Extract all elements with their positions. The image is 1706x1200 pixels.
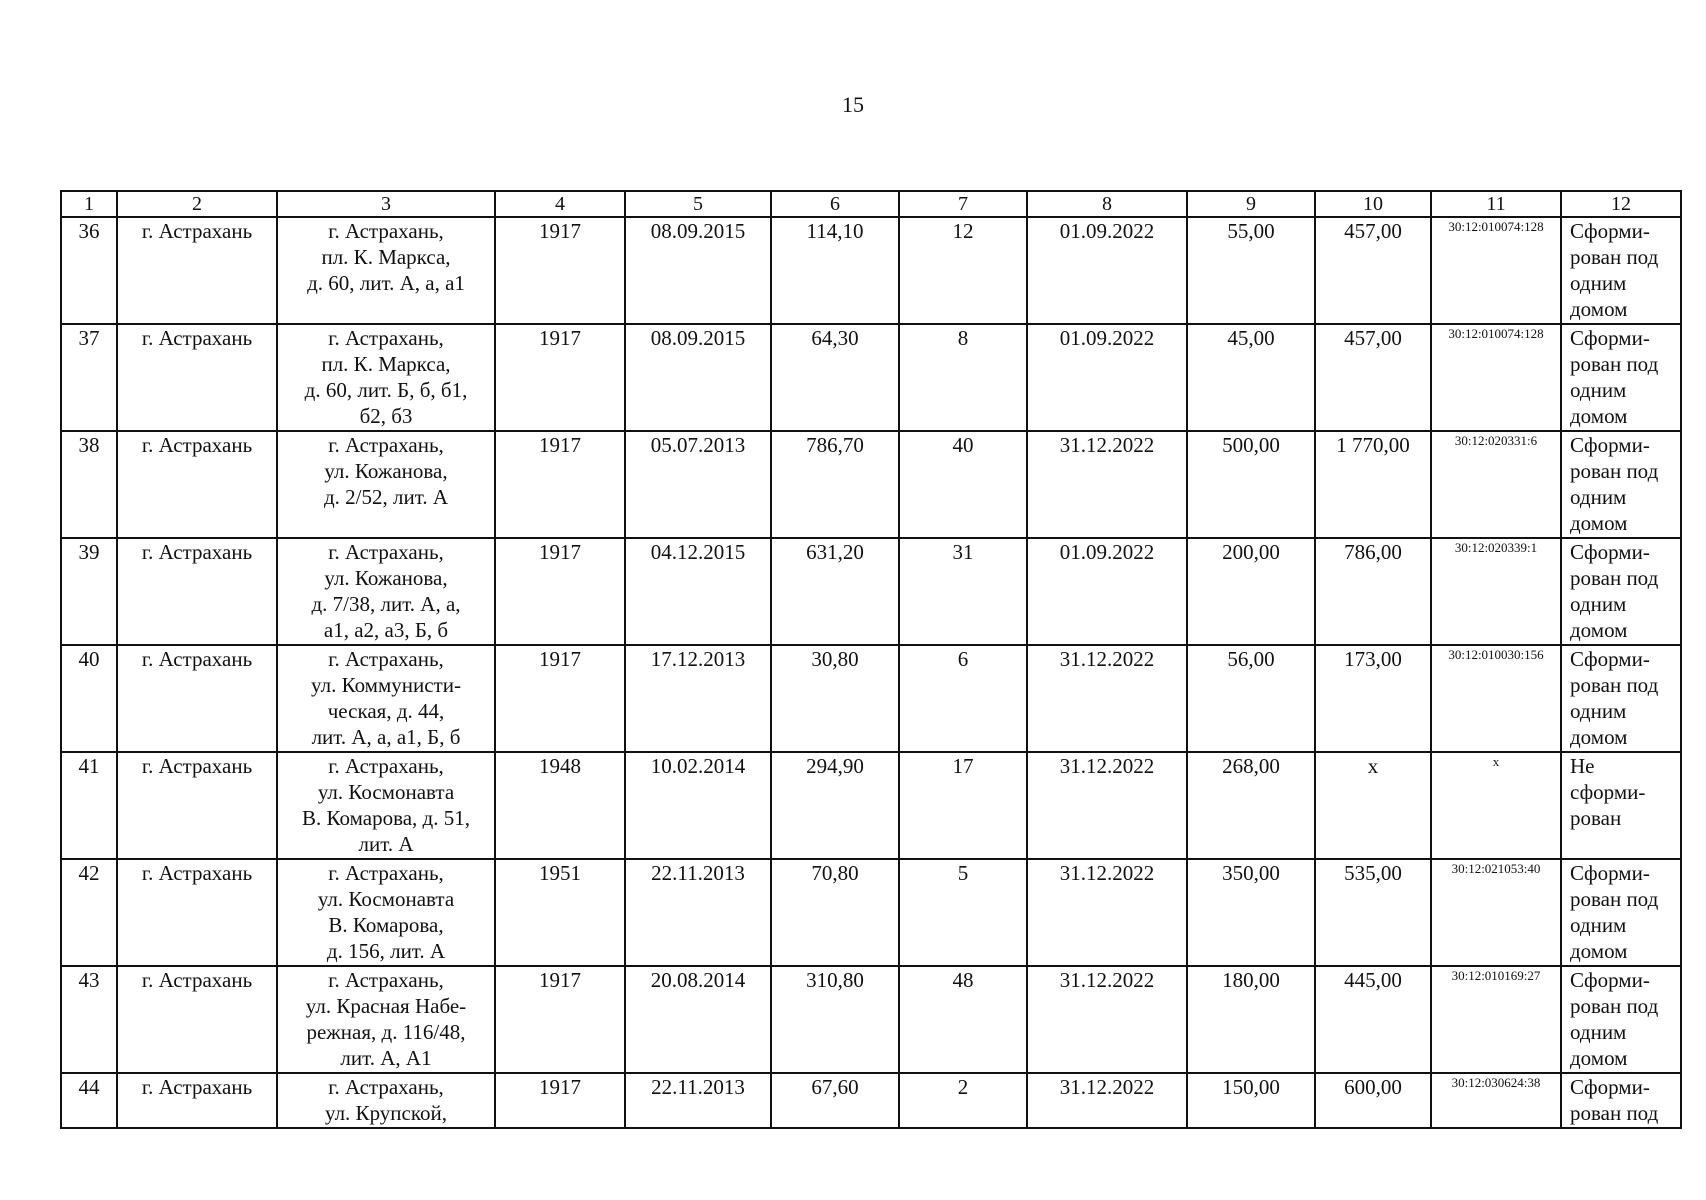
recognition-date-cell: 08.09.2015 [625,217,771,324]
address-line: д. 156, лит. А [326,939,446,963]
build-year-cell: 1951 [495,859,625,966]
city-cell: г. Астрахань [117,966,277,1073]
land-area-cell: 500,00 [1187,431,1315,538]
row-number-cell: 40 [61,645,117,752]
row-number-cell: 39 [61,538,117,645]
area-cell: 631,20 [771,538,899,645]
residents-count-cell: 12 [899,217,1027,324]
land-area-cell: 56,00 [1187,645,1315,752]
column-header: 12 [1561,191,1681,217]
column-header: 8 [1027,191,1187,217]
recognition-date-cell: 22.11.2013 [625,1073,771,1128]
plot-area-cell: 786,00 [1315,538,1431,645]
status-cell [1561,538,1681,645]
table-row [61,859,1681,966]
status-line: одним [1570,1020,1627,1044]
deadline-date-cell: 31.12.2022 [1027,859,1187,966]
status-cell [1561,859,1681,966]
deadline-date-cell: 01.09.2022 [1027,538,1187,645]
status-line: Не [1570,754,1595,778]
status-line: рован под [1570,673,1659,697]
address-line: ческая, д. 44, [327,699,445,723]
build-year-cell: 1917 [495,538,625,645]
address-line: ул. Космонавта [317,780,455,804]
status-cell [1561,324,1681,431]
recognition-date-cell: 05.07.2013 [625,431,771,538]
status-line: рован под [1570,459,1659,483]
address-line: г. Астрахань, [328,968,444,992]
build-year-cell: 1948 [495,752,625,859]
table-row [61,431,1681,538]
recognition-date-cell: 10.02.2014 [625,752,771,859]
recognition-date-cell: 08.09.2015 [625,324,771,431]
deadline-date-cell: 01.09.2022 [1027,217,1187,324]
status-line: одним [1570,378,1627,402]
address-line: г. Астрахань, [328,540,444,564]
status-line: домом [1570,618,1628,642]
status-line: домом [1570,404,1628,428]
recognition-date-cell: 22.11.2013 [625,859,771,966]
recognition-date-cell: 04.12.2015 [625,538,771,645]
row-number-cell: 36 [61,217,117,324]
column-header: 1 [61,191,117,217]
status-line: рован под [1570,887,1659,911]
status-cell [1561,645,1681,752]
table-row [61,645,1681,752]
address-line: ул. Космонавта [317,887,455,911]
cadastral-number-cell: 30:12:010169:27 [1431,966,1561,1073]
address-line: ул. Кожанова, [324,566,448,590]
address-line: ул. Красная Набе- [305,994,467,1018]
status-cell [1561,1073,1681,1128]
status-line: Сформи- [1570,540,1650,564]
status-line: сформи- [1570,780,1646,804]
column-number-header-row [61,191,1681,217]
deadline-date-cell: 31.12.2022 [1027,431,1187,538]
plot-area-cell: 457,00 [1315,217,1431,324]
row-number-cell: 43 [61,966,117,1073]
status-line: одним [1570,913,1627,937]
status-line: рован под [1570,1101,1659,1125]
status-line: Сформи- [1570,1075,1650,1099]
column-header: 10 [1315,191,1431,217]
residents-count-cell: 5 [899,859,1027,966]
table-row [61,1073,1681,1128]
status-line: домом [1570,725,1628,749]
address-line: д. 60, лит. А, а, а1 [307,271,465,295]
address-line: лит. А [358,832,414,856]
address-cell [277,324,495,431]
status-line: Сформи- [1570,219,1650,243]
residents-count-cell: 2 [899,1073,1027,1128]
address-line: лит. А, А1 [340,1046,432,1070]
status-line: домом [1570,1046,1628,1070]
cadastral-number-cell: 30:12:010074:128 [1431,324,1561,431]
address-line: В. Комарова, [328,913,444,937]
city-cell: г. Астрахань [117,431,277,538]
plot-area-cell: 600,00 [1315,1073,1431,1128]
address-line: г. Астрахань, [328,754,444,778]
address-line: г. Астрахань, [328,433,444,457]
column-header: 9 [1187,191,1315,217]
residents-count-cell: 48 [899,966,1027,1073]
address-line: г. Астрахань, [328,326,444,350]
column-header: 6 [771,191,899,217]
address-line: г. Астрахань, [328,861,444,885]
city-cell: г. Астрахань [117,324,277,431]
city-cell: г. Астрахань [117,217,277,324]
address-line: лит. А, а, а1, Б, б [311,725,461,749]
deadline-date-cell: 31.12.2022 [1027,1073,1187,1128]
area-cell: 310,80 [771,966,899,1073]
residents-count-cell: 6 [899,645,1027,752]
residents-count-cell: 17 [899,752,1027,859]
status-cell [1561,217,1681,324]
land-area-cell: 55,00 [1187,217,1315,324]
status-line: рован [1570,806,1622,830]
residents-count-cell: 31 [899,538,1027,645]
table-row [61,217,1681,324]
status-line: Сформи- [1570,861,1650,885]
plot-area-cell: 445,00 [1315,966,1431,1073]
address-line: г. Астрахань, [328,219,444,243]
address-line: а1, а2, а3, Б, б [323,618,449,642]
area-cell: 786,70 [771,431,899,538]
address-line: д. 2/52, лит. А [323,485,448,509]
deadline-date-cell: 31.12.2022 [1027,966,1187,1073]
area-cell: 64,30 [771,324,899,431]
cadastral-number-cell: 30:12:030624:38 [1431,1073,1561,1128]
status-line: рован под [1570,994,1659,1018]
plot-area-cell: 1 770,00 [1315,431,1431,538]
row-number-cell: 44 [61,1073,117,1128]
cadastral-number-cell: 30:12:021053:40 [1431,859,1561,966]
area-cell: 30,80 [771,645,899,752]
column-header: 5 [625,191,771,217]
plot-area-cell: 535,00 [1315,859,1431,966]
status-line: домом [1570,511,1628,535]
address-line: ул. Крупской, [325,1101,447,1125]
status-line: одним [1570,485,1627,509]
status-line: Сформи- [1570,647,1650,671]
row-number-cell: 42 [61,859,117,966]
cadastral-number-cell: 30:12:020331:6 [1431,431,1561,538]
status-cell [1561,752,1681,859]
status-line: Сформи- [1570,433,1650,457]
area-cell: 294,90 [771,752,899,859]
build-year-cell: 1917 [495,645,625,752]
address-line: д. 60, лит. Б, б, б1, [304,378,468,402]
status-line: одним [1570,592,1627,616]
residents-count-cell: 40 [899,431,1027,538]
column-header: 11 [1431,191,1561,217]
row-number-cell: 37 [61,324,117,431]
address-cell [277,431,495,538]
address-cell [277,859,495,966]
land-area-cell: 350,00 [1187,859,1315,966]
address-line: режная, д. 116/48, [306,1020,466,1044]
status-line: домом [1570,939,1628,963]
row-number-cell: 41 [61,752,117,859]
address-line: г. Астрахань, [328,1075,444,1099]
address-line: ул. Коммунисти- [311,673,461,697]
table-row [61,538,1681,645]
column-header: 7 [899,191,1027,217]
city-cell: г. Астрахань [117,538,277,645]
plot-area-cell: 457,00 [1315,324,1431,431]
row-number-cell: 38 [61,431,117,538]
status-line: домом [1570,297,1628,321]
cadastral-number-cell: 30:12:010074:128 [1431,217,1561,324]
table-row [61,966,1681,1073]
recognition-date-cell: 20.08.2014 [625,966,771,1073]
residents-count-cell: 8 [899,324,1027,431]
area-cell: 67,60 [771,1073,899,1128]
land-area-cell: 268,00 [1187,752,1315,859]
address-line: В. Комарова, д. 51, [302,806,470,830]
status-line: Сформи- [1570,968,1650,992]
plot-area-cell: х [1315,752,1431,859]
address-line: ул. Кожанова, [324,459,448,483]
plot-area-cell: 173,00 [1315,645,1431,752]
address-cell [277,966,495,1073]
deadline-date-cell: 01.09.2022 [1027,324,1187,431]
city-cell: г. Астрахань [117,859,277,966]
address-cell [277,645,495,752]
cadastral-number-cell: 30:12:010030:156 [1431,645,1561,752]
page-number: 15 [842,92,864,117]
column-header: 4 [495,191,625,217]
address-cell [277,538,495,645]
deadline-date-cell: 31.12.2022 [1027,752,1187,859]
address-line: б2, б3 [359,404,413,428]
build-year-cell: 1917 [495,966,625,1073]
status-cell [1561,431,1681,538]
land-area-cell: 150,00 [1187,1073,1315,1128]
column-header: 3 [277,191,495,217]
address-line: г. Астрахань, [328,647,444,671]
recognition-date-cell: 17.12.2013 [625,645,771,752]
city-cell: г. Астрахань [117,1073,277,1128]
build-year-cell: 1917 [495,217,625,324]
land-area-cell: 180,00 [1187,966,1315,1073]
address-line: пл. К. Маркса, [321,245,451,269]
address-cell [277,217,495,324]
status-line: рован под [1570,566,1659,590]
status-cell [1561,966,1681,1073]
cadastral-number-cell: х [1431,752,1561,859]
build-year-cell: 1917 [495,1073,625,1128]
address-cell [277,752,495,859]
build-year-cell: 1917 [495,431,625,538]
land-area-cell: 45,00 [1187,324,1315,431]
column-header: 2 [117,191,277,217]
table-row [61,324,1681,431]
city-cell: г. Астрахань [117,645,277,752]
area-cell: 70,80 [771,859,899,966]
city-cell: г. Астрахань [117,752,277,859]
address-cell [277,1073,495,1128]
build-year-cell: 1917 [495,324,625,431]
status-line: одним [1570,271,1627,295]
cadastral-number-cell: 30:12:020339:1 [1431,538,1561,645]
status-line: одним [1570,699,1627,723]
table-row [61,752,1681,859]
land-area-cell: 200,00 [1187,538,1315,645]
housing-registry-table [60,190,1682,1129]
area-cell: 114,10 [771,217,899,324]
status-line: рован под [1570,245,1659,269]
deadline-date-cell: 31.12.2022 [1027,645,1187,752]
address-line: пл. К. Маркса, [321,352,451,376]
address-line: д. 7/38, лит. А, а, [311,592,461,616]
status-line: Сформи- [1570,326,1650,350]
status-line: рован под [1570,352,1659,376]
